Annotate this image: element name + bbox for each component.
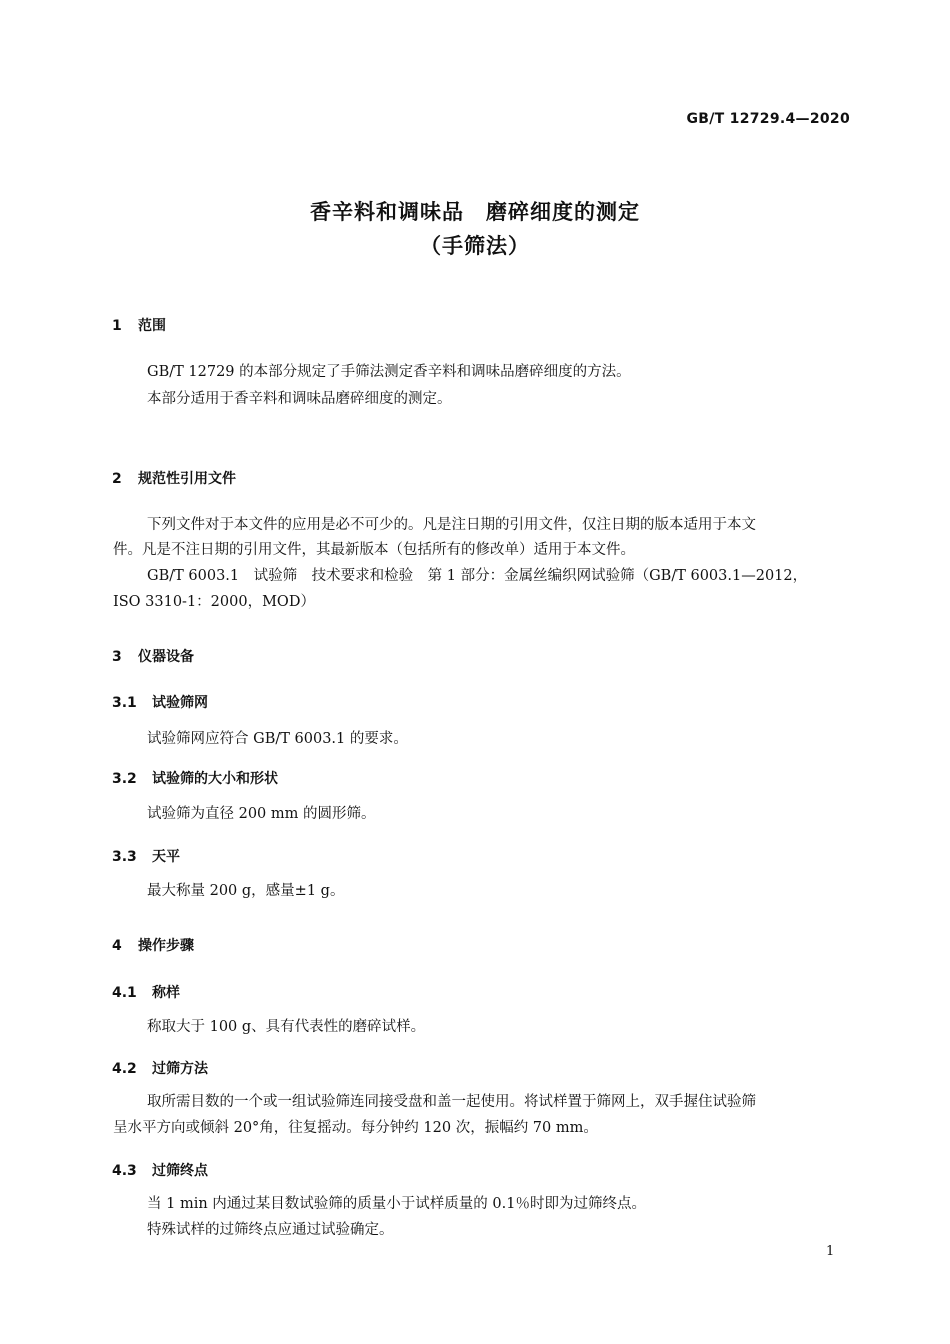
- paragraph-continuation: 呈水平方向或倾斜 20°角，往复摇动。每分钟约 120 次，振幅约 70 mm。: [113, 1120, 598, 1136]
- paragraph: 取所需目数的一个或一组试验筛连同接受盘和盖一起使用。将试样置于筛网上，双手握住试验筛: [147, 1094, 756, 1110]
- section-title: 操作步骤: [138, 938, 194, 954]
- paragraph: 下列文件对于本文件的应用是必不可少的。凡是注日期的引用文件，仅注日期的版本适用于本文: [147, 517, 756, 533]
- subsection-4-3-heading: [112, 1160, 208, 1180]
- paragraph: GB/T 12729 的本部分规定了手筛法测定香辛料和调味品磨碎细度的方法。: [147, 364, 631, 380]
- paragraph: 特殊试样的过筛终点应通过试验确定。: [147, 1222, 394, 1238]
- subsection-title: 过筛终点: [152, 1163, 208, 1179]
- paragraph: 试验筛网应符合 GB/T 6003.1 的要求。: [147, 731, 408, 747]
- section-3-heading: [112, 646, 194, 666]
- subsection-4-1-heading: [112, 982, 180, 1002]
- section-1-heading: [112, 315, 166, 335]
- section-title: 仪器设备: [138, 649, 194, 665]
- paragraph-continuation: 件。凡是不注日期的引用文件，其最新版本（包括所有的修改单）适用于本文件。: [113, 542, 635, 558]
- section-number: 2: [112, 471, 122, 487]
- paragraph: 称取大于 100 g、具有代表性的磨碎试样。: [147, 1019, 426, 1035]
- subsection-title: 过筛方法: [152, 1061, 208, 1077]
- subsection-title: 称样: [152, 985, 180, 1001]
- section-number: 1: [112, 318, 122, 334]
- section-4-heading: [112, 935, 194, 955]
- subsection-4-2-heading: [112, 1058, 208, 1078]
- subsection-title: 试验筛的大小和形状: [152, 771, 278, 787]
- document-subtitle: （手筛法）: [420, 234, 530, 258]
- reference-entry: GB/T 6003.1 试验筛 技术要求和检验 第 1 部分：金属丝编织网试验筛（GB/T 6003.1—2012，: [147, 568, 808, 584]
- subsection-3-3-heading: [112, 846, 180, 866]
- document-title: 香辛料和调味品 磨碎细度的测定: [310, 200, 640, 224]
- section-number: 3: [112, 649, 122, 665]
- section-title: 范围: [138, 318, 166, 334]
- subsection-number: 3.3: [112, 849, 137, 865]
- paragraph: 本部分适用于香辛料和调味品磨碎细度的测定。: [147, 391, 452, 407]
- subsection-number: 3.1: [112, 695, 137, 711]
- reference-entry-continuation: ISO 3310-1：2000，MOD）: [113, 594, 315, 610]
- paragraph: 试验筛为直径 200 mm 的圆形筛。: [147, 806, 376, 822]
- subsection-title: 试验筛网: [152, 695, 208, 711]
- section-title: 规范性引用文件: [138, 471, 236, 487]
- subsection-title: 天平: [152, 849, 180, 865]
- section-2-heading: [112, 468, 236, 488]
- subsection-number: 4.3: [112, 1163, 137, 1179]
- subsection-number: 4.1: [112, 985, 137, 1001]
- subsection-number: 3.2: [112, 771, 137, 787]
- standard-code: GB/T 12729.4—2020: [686, 111, 850, 127]
- subsection-number: 4.2: [112, 1061, 137, 1077]
- subsection-3-1-heading: [112, 692, 208, 712]
- page-number: 1: [826, 1244, 835, 1259]
- paragraph: 最大称量 200 g，感量±1 g。: [147, 883, 345, 899]
- paragraph: 当 1 min 内通过某目数试验筛的质量小于试样质量的 0.1％时即为过筛终点。: [147, 1196, 646, 1212]
- subsection-3-2-heading: [112, 768, 278, 788]
- section-number: 4: [112, 938, 122, 954]
